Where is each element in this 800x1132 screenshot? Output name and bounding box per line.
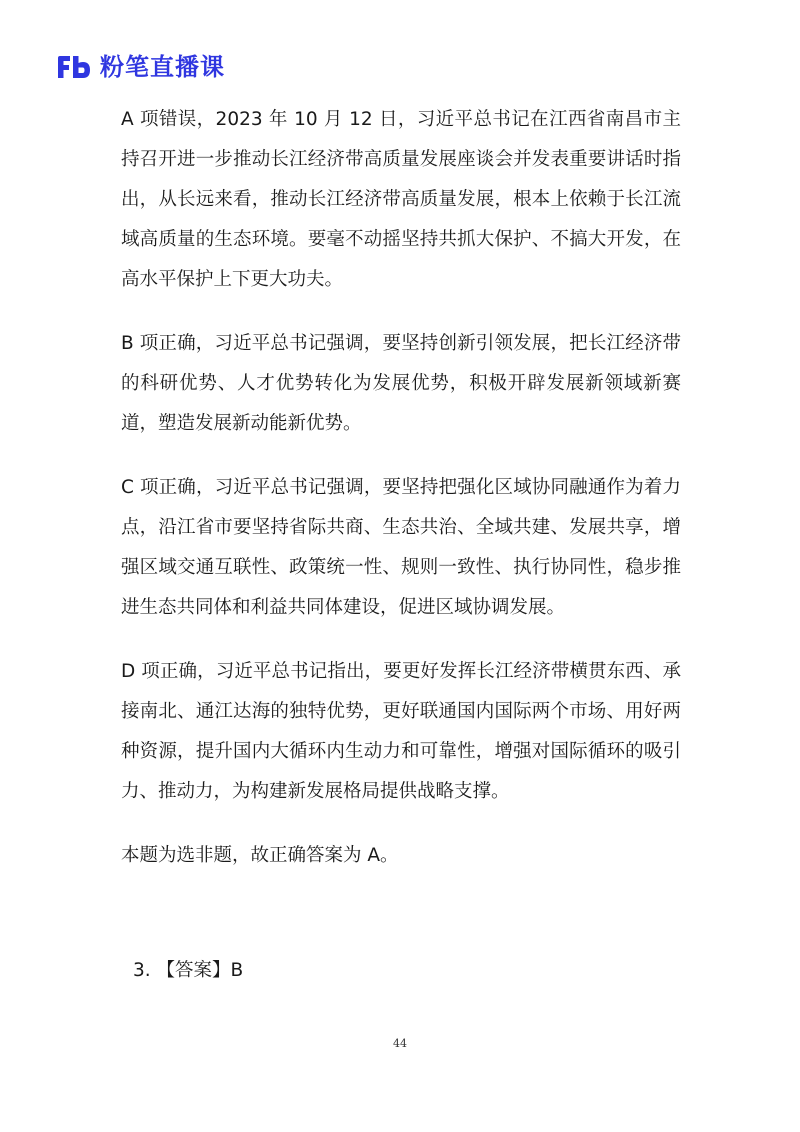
- answer-explanation: [121, 100, 681, 900]
- paragraph-conclusion: 本题为选非题，故正确答案为 A。: [121, 845, 399, 866]
- answer-heading: 3. 【答案】B: [133, 960, 244, 981]
- paragraph-option-b: B 项正确，习近平总书记强调，要坚持创新引领发展，把长江经济带的科研优势、人才优势转化为发展优势，积极开辟发展新领域新赛道，塑造发展新动能新优势。: [121, 333, 681, 434]
- paragraph-option-a: A 项错误，2023 年 10 月 12 日，习近平总书记在江西省南昌市主持召开进一步推动长江经济带高质量发展座谈会并发表重要讲话时指出，从长远来看，推动长江经济带高质量发展，根本上依赖于长江流域高质量的生态环境。要毫不动摇坚持共抓大保护、不搞大开发，在高水平保护上下更大功夫。: [121, 109, 681, 290]
- paragraph-option-d: D 项正确，习近平总书记指出，要更好发挥长江经济带横贯东西、承接南北、通江达海的独特优势，更好联通国内国际两个市场、用好两种资源，提升国内大循环内生动力和可靠性，增强对国际循环的吸引力、推动力，为构建新发展格局提供战略支撑。: [121, 661, 681, 802]
- header: [56, 52, 225, 82]
- page-number: 44: [393, 1037, 407, 1050]
- brand-name: 粉笔直播课: [100, 53, 225, 81]
- paragraph-option-c: C 项正确，习近平总书记强调，要坚持把强化区域协同融通作为着力点，沿江省市要坚持省际共商、生态共治、全域共建、发展共享，增强区域交通互联性、政策统一性、规则一致性、执行协同性，稳步推进生态共同体和利益共同体建设，促进区域协调发展。: [121, 477, 681, 618]
- fb-logo-icon: [56, 54, 92, 80]
